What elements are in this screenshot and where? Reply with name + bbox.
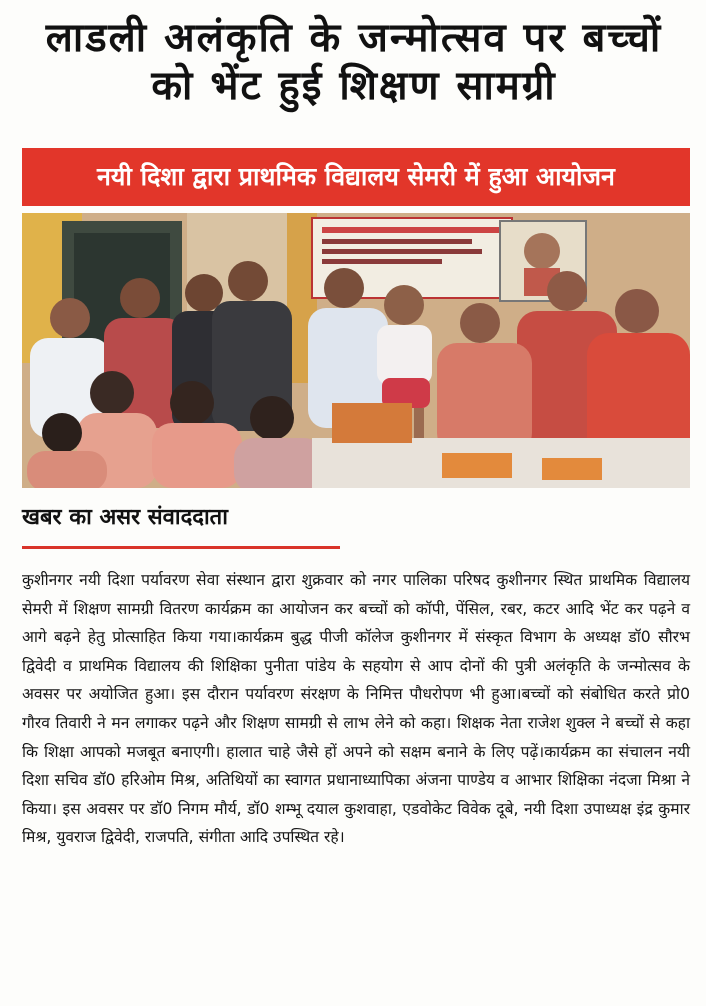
byline-divider — [22, 546, 340, 549]
article-body: कुशीनगर नयी दिशा पर्यावरण सेवा संस्थान द्वारा शुक्रवार को नगर पालिका परिषद कुशीनगर स्थित प्राथमिक विद्यालय सेमरी में शिक्षण सामग्री वितरण कार्यक्रम का आयोजन कर बच्चों को कॉपी, पेंसिल, रबर, कटर आदि भेंट कर पढ़ने व आगे बढ़ने हेतु प्रोत्साहित किया गया।कार्यक्रम बुद्ध पीजी कॉलेज कुशीनगर में संस्कृत विभाग के अध्यक्ष डॉ0 सौरभ द्विवेदी व प्राथमिक विद्यालय की शिक्षिका पुनीता पांडेय के सहयोग से आप दोनों की पुत्री अलंकृति के जन्मोत्सव के अवसर पर अयोजित हुआ। इस दौरान पर्यावरण संरक्षण के निमित्त पौधरोपण भी हुआ।बच्चों को संबोधित करते प्रो0 गौरव तिवारी ने मन लगाकर पढ़ने और शिक्षण सामग्री से लाभ लेने को कहा। शिक्षक नेता राजेश शुक्ल ने बच्चों से कहा कि शिक्षा आपको मजबूत बनाएगी। हालात चाहे जैसे हों अपने को सक्षम बनाने के लिए पढ़ें।कार्यक्रम का संचालन नयी दिशा सचिव डॉ0 हरिओम मिश्र, अतिथियों का स्वागत प्रधानाध्यापिका अंजना पाण्डेय व आभार शिक्षिका नंदजा मिश्रा ने किया। इस अवसर पर डॉ0 निगम मौर्य, डॉ0 शम्भू दयाल कुशवाहा, एडवोकेट विवेक दूबे, नयी दिशा उपाध्यक्ष इंद्र कुमार मिश्र, युवराज द्विवेदी, राजपति, संगीता आदि उपस्थित रहे। — [22, 571, 690, 847]
article-headline: लाडली अलंकृति के जन्मोत्सव पर बच्चों को भेंट हुई शिक्षण सामग्री — [45, 15, 663, 109]
news-photo — [22, 213, 690, 488]
article-byline: खबर का असर संवाददाता — [22, 505, 228, 530]
article-subheadline: नयी दिशा द्वारा प्राथमिक विद्यालय सेमरी में हुआ आयोजन — [22, 148, 690, 206]
